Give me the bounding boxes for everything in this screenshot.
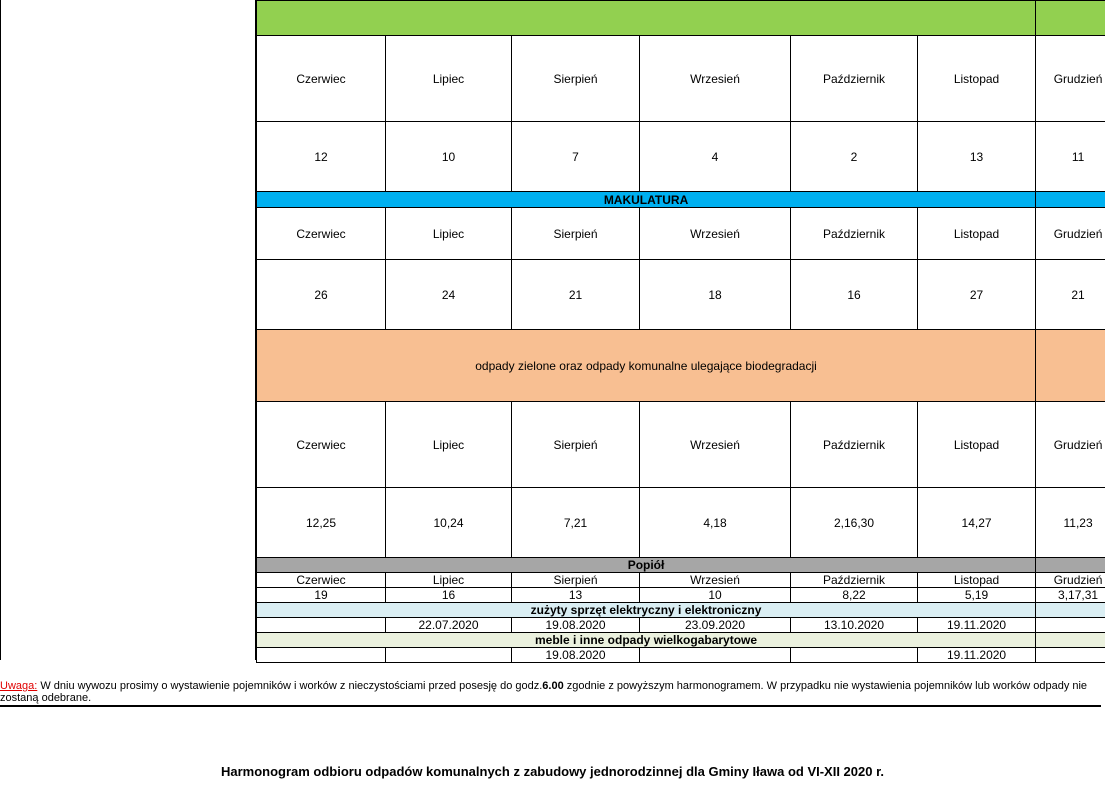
value-cell: 7	[512, 122, 640, 192]
bio-title-row	[257, 330, 1105, 402]
value-cell: 19.11.2020	[918, 618, 1036, 633]
value-cell: 3,17,31	[1036, 588, 1105, 603]
section-title: meble i inne odpady wielkogabarytowe	[257, 633, 1036, 648]
value-cell: 2	[791, 122, 918, 192]
value-cell	[1036, 618, 1105, 633]
value-cell	[1036, 648, 1105, 663]
value-cell: 10	[640, 588, 791, 603]
furniture-dates-row	[257, 648, 1105, 663]
value-cell: 19.08.2020	[512, 618, 640, 633]
months-row-4	[257, 573, 1105, 588]
month-cell: Wrzesień	[640, 36, 791, 122]
month-cell: Grudzień	[1036, 208, 1105, 260]
month-cell: Czerwiec	[257, 36, 386, 122]
month-cell: Listopad	[918, 36, 1036, 122]
days-row-3	[257, 488, 1105, 558]
value-cell: 2,16,30	[791, 488, 918, 558]
value-cell: 12	[257, 122, 386, 192]
months-row-1	[257, 36, 1105, 122]
value-cell: 12,25	[257, 488, 386, 558]
month-cell: Lipiec	[386, 208, 512, 260]
value-cell: 4,18	[640, 488, 791, 558]
value-cell: 13	[512, 588, 640, 603]
month-cell: Lipiec	[386, 36, 512, 122]
section-title: odpady zielone oraz odpady komunalne ulegające biodegradacji	[257, 330, 1036, 402]
value-cell: 8,22	[791, 588, 918, 603]
month-cell: Październik	[791, 36, 918, 122]
month-cell: Czerwiec	[257, 402, 386, 488]
month-cell: Wrzesień	[640, 573, 791, 588]
value-cell: 16	[791, 260, 918, 330]
section-title: Popiół	[257, 558, 1036, 573]
section-title: MAKULATURA	[257, 192, 1036, 208]
section-title-end	[1036, 330, 1105, 402]
note-time: 6.00	[542, 680, 564, 692]
electro-dates-row	[257, 618, 1105, 633]
month-cell: Sierpień	[512, 402, 640, 488]
furniture-title-row	[257, 633, 1105, 648]
popiol-title-row	[257, 558, 1105, 573]
value-cell: 7,21	[512, 488, 640, 558]
value-cell: 11	[1036, 122, 1105, 192]
month-cell: Wrzesień	[640, 208, 791, 260]
note-label: Uwaga:	[0, 680, 38, 692]
electro-title-row	[257, 603, 1105, 618]
month-cell: Wrzesień	[640, 402, 791, 488]
note-text-after: zgodnie z powyższym harmonogramem. W przypadku nie wystawienia pojemników lub worków odpady nie zostaną odebrane.	[0, 680, 1088, 704]
month-cell: Listopad	[918, 402, 1036, 488]
value-cell: 4	[640, 122, 791, 192]
value-cell: 18	[640, 260, 791, 330]
value-cell: 23.09.2020	[640, 618, 791, 633]
value-cell: 19	[257, 588, 386, 603]
value-cell: 21	[1036, 260, 1105, 330]
value-cell: 26	[257, 260, 386, 330]
month-cell: Sierpień	[512, 208, 640, 260]
value-cell: 13	[918, 122, 1036, 192]
month-cell: Listopad	[918, 573, 1036, 588]
page-title: Harmonogram odbioru odpadów komunalnych z zabudowy jednorodzinnej dla Gminy Iława od VI-XII 2020 r.	[220, 764, 885, 779]
value-cell: 10,24	[386, 488, 512, 558]
months-row-3	[257, 402, 1105, 488]
value-cell	[386, 648, 512, 663]
month-cell: Grudzień	[1036, 573, 1105, 588]
value-cell: 19.08.2020	[512, 648, 640, 663]
month-cell: Październik	[791, 208, 918, 260]
left-column	[0, 0, 256, 660]
value-cell: 14,27	[918, 488, 1036, 558]
section-title-end	[1036, 633, 1105, 648]
value-cell	[257, 618, 386, 633]
value-cell: 27	[918, 260, 1036, 330]
section-title: zużyty sprzęt elektryczny i elektroniczny	[257, 603, 1036, 618]
value-cell: 22.07.2020	[386, 618, 512, 633]
days-row-4	[257, 588, 1105, 603]
value-cell	[257, 648, 386, 663]
value-cell: 13.10.2020	[791, 618, 918, 633]
note	[0, 680, 1101, 707]
green-band-end	[1036, 1, 1105, 36]
green-header-row	[257, 1, 1105, 36]
schedule-table	[256, 0, 1105, 663]
month-cell: Grudzień	[1036, 402, 1105, 488]
value-cell: 19.11.2020	[918, 648, 1036, 663]
value-cell: 24	[386, 260, 512, 330]
value-cell: 10	[386, 122, 512, 192]
days-row-1	[257, 122, 1105, 192]
value-cell: 21	[512, 260, 640, 330]
value-cell	[640, 648, 791, 663]
value-cell: 16	[386, 588, 512, 603]
month-cell: Czerwiec	[257, 208, 386, 260]
month-cell: Listopad	[918, 208, 1036, 260]
month-cell: Lipiec	[386, 573, 512, 588]
days-row-2	[257, 260, 1105, 330]
value-cell	[791, 648, 918, 663]
month-cell: Październik	[791, 573, 918, 588]
months-row-2	[257, 208, 1105, 260]
month-cell: Sierpień	[512, 36, 640, 122]
section-title-end	[1036, 603, 1105, 618]
month-cell: Grudzień	[1036, 36, 1105, 122]
value-cell: 5,19	[918, 588, 1036, 603]
month-cell: Październik	[791, 402, 918, 488]
section-title-end	[1036, 192, 1105, 208]
month-cell: Czerwiec	[257, 573, 386, 588]
value-cell: 11,23	[1036, 488, 1105, 558]
green-band	[257, 1, 1036, 36]
makulatura-title-row	[257, 192, 1105, 208]
note-text-before: W dniu wywozu prosimy o wystawienie pojemników i worków z nieczystościami przed posesję do godz.	[37, 680, 543, 692]
section-title-end	[1036, 558, 1105, 573]
month-cell: Sierpień	[512, 573, 640, 588]
month-cell: Lipiec	[386, 402, 512, 488]
